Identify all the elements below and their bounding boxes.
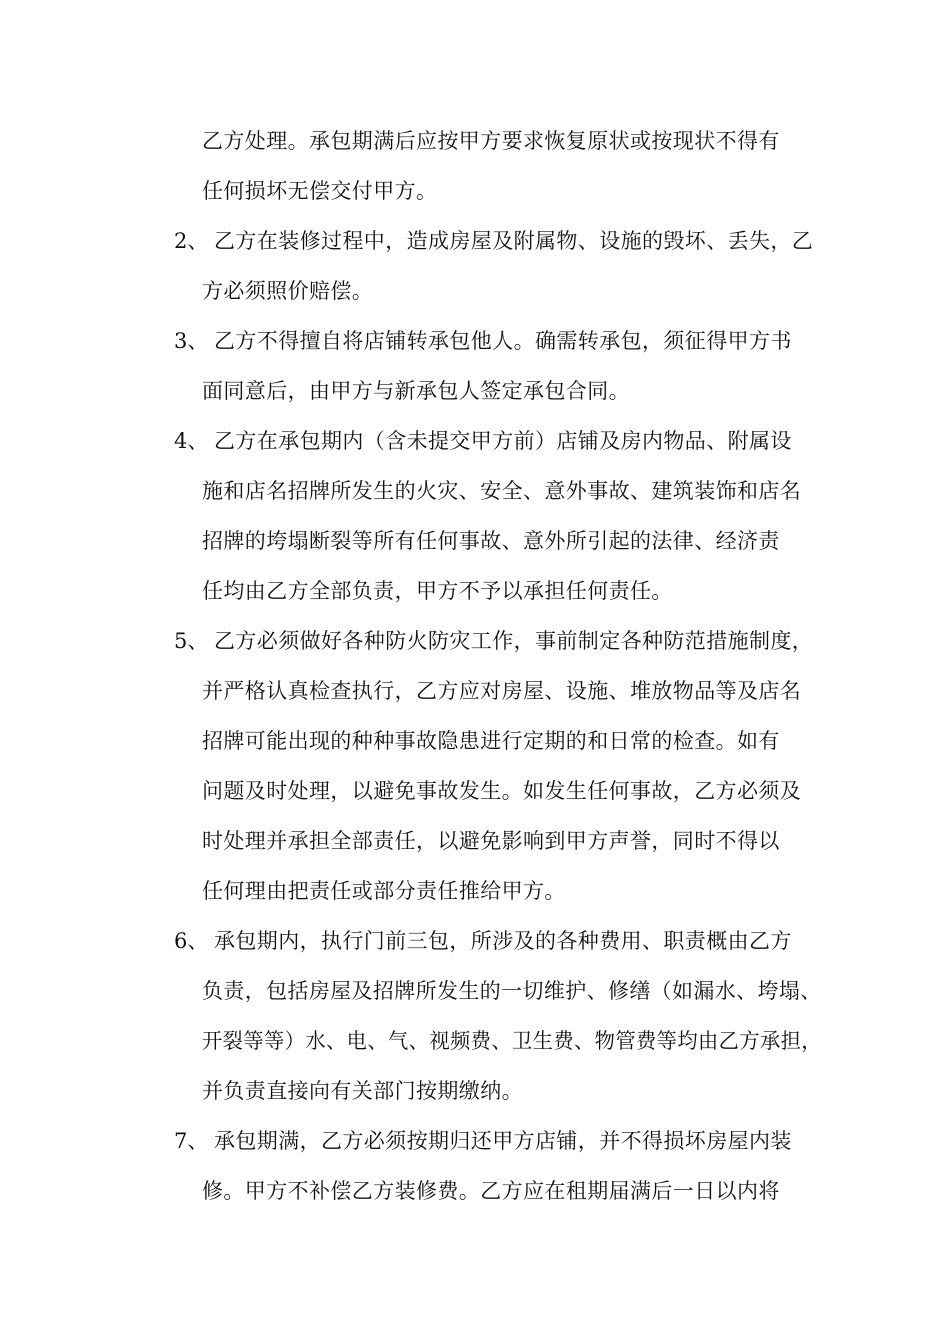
item-4-number: 4、 (174, 429, 209, 453)
item-7-line-1: 承包期满，乙方必须按期归还甲方店铺，并不得损坏房屋内装 (214, 1129, 792, 1153)
item-5-line-2: 并严格认真检查执行，乙方应对房屋、设施、堆放物品等及店名 (202, 679, 802, 703)
item-5-line-3: 招牌可能出现的种种事故隐患进行定期的和日常的检查。如有 (202, 729, 780, 753)
item-5-line-6: 任何理由把责任或部分责任推给甲方。 (202, 879, 566, 903)
item-3-number: 3、 (174, 329, 209, 353)
item-5-line-4: 问题及时处理，以避免事故发生。如发生任何事故，乙方必须及 (202, 779, 802, 803)
item-2-line-2: 方必须照价赔偿。 (202, 279, 374, 303)
item-6-line-2: 负责，包括房屋及招牌所发生的一切维护、修缮（如漏水、垮塌、 (202, 979, 822, 1003)
item-6-line-4: 并负责直接向有关部门按期缴纳。 (202, 1079, 523, 1103)
item-3-line-1: 乙方不得擅自将店铺转承包他人。确需转承包，须征得甲方书 (214, 329, 792, 353)
intro-line-1: 乙方处理。承包期满后应按甲方要求恢复原状或按现状不得有 (202, 129, 780, 153)
item-6-line-3: 开裂等等）水、电、气、视频费、卫生费、物管费等均由乙方承担， (202, 1029, 822, 1053)
item-2-line-1: 乙方在装修过程中，造成房屋及附属物、设施的毁坏、丢失，乙 (214, 229, 814, 253)
item-6-number: 6、 (174, 929, 209, 953)
item-4-line-2: 施和店名招牌所发生的火灾、安全、意外事故、建筑装饰和店名 (202, 479, 802, 503)
item-5-number: 5、 (174, 629, 209, 653)
intro-line-2: 任何损坏无偿交付甲方。 (202, 179, 438, 203)
item-2-number: 2、 (174, 229, 209, 253)
item-7-number: 7、 (174, 1129, 209, 1153)
item-4-line-4: 任均由乙方全部负责，甲方不予以承担任何责任。 (202, 579, 673, 603)
item-5-line-1: 乙方必须做好各种防火防灾工作，事前制定各种防范措施制度， (214, 629, 814, 653)
item-4-line-1: 乙方在承包期内（含未提交甲方前）店铺及房内物品、附属设 (214, 429, 792, 453)
item-6-line-1: 承包期内，执行门前三包，所涉及的各种费用、职责概由乙方 (214, 929, 792, 953)
item-4-line-3: 招牌的垮塌断裂等所有任何事故、意外所引起的法律、经济责 (202, 529, 780, 553)
item-5-line-5: 时处理并承担全部责任，以避免影响到甲方声誉，同时不得以 (202, 829, 780, 853)
item-3-line-2: 面同意后，由甲方与新承包人签定承包合同。 (202, 379, 630, 403)
item-7-line-2: 修。甲方不补偿乙方装修费。乙方应在租期届满后一日以内将 (202, 1179, 780, 1203)
